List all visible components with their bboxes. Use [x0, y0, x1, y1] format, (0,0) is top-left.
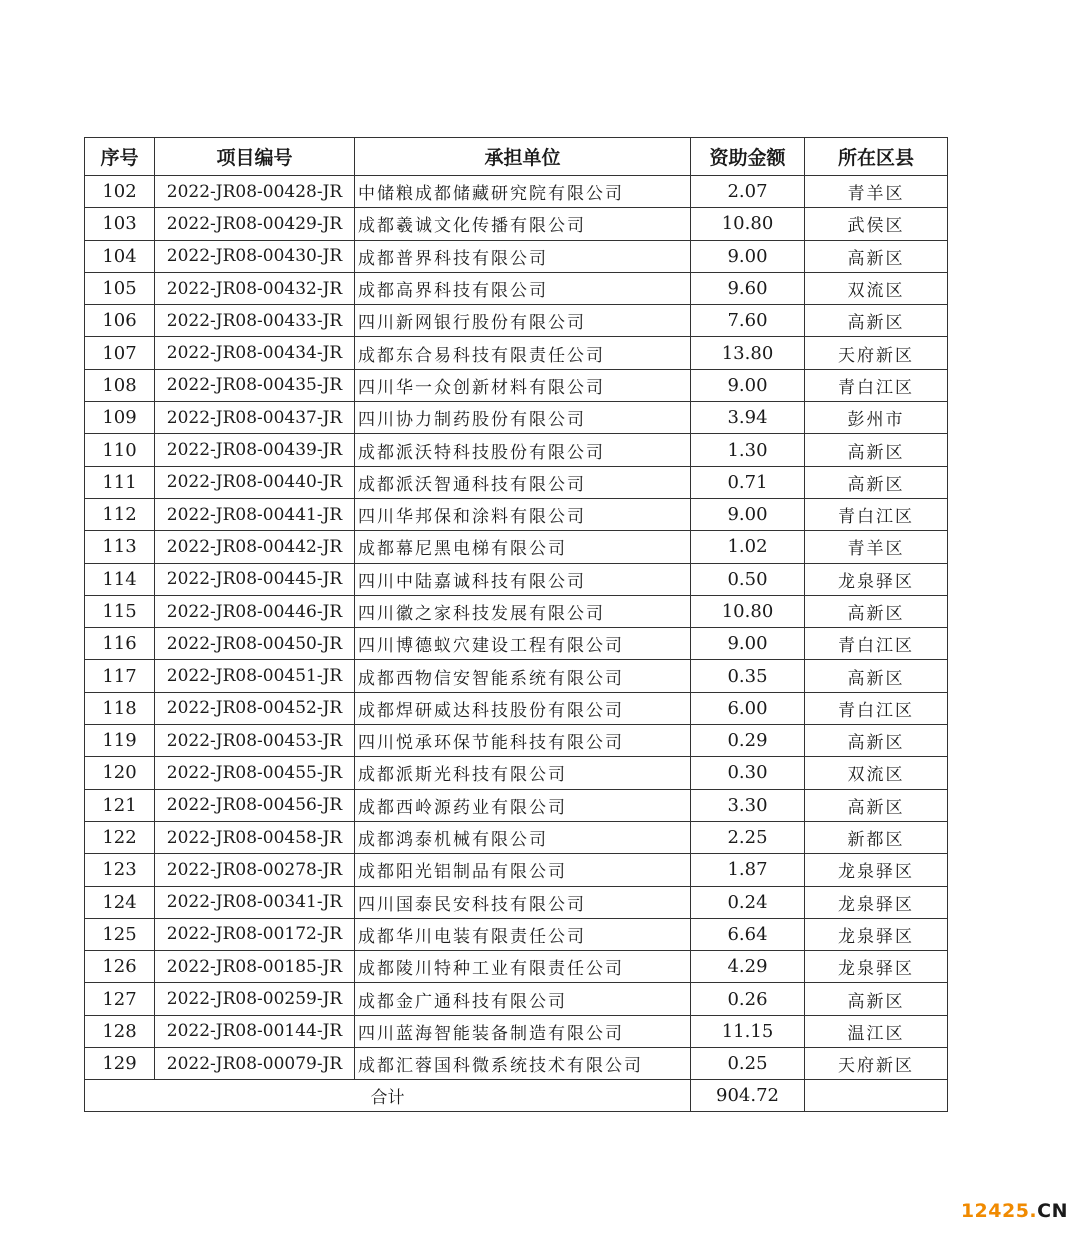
cell-serial: 124 — [85, 886, 155, 918]
cell-serial: 109 — [85, 402, 155, 434]
cell-serial: 129 — [85, 1048, 155, 1080]
cell-district: 青羊区 — [805, 176, 948, 208]
cell-district: 龙泉驿区 — [805, 563, 948, 595]
cell-district: 青白江区 — [805, 692, 948, 724]
cell-funding-amount: 7.60 — [691, 305, 805, 337]
table-row — [85, 725, 948, 757]
cell-project-code: 2022-JR08-00440-JR — [155, 466, 355, 498]
cell-project-code: 2022-JR08-00433-JR — [155, 305, 355, 337]
cell-undertaking-unit: 成都羲诚文化传播有限公司 — [355, 208, 691, 240]
cell-undertaking-unit: 中储粮成都储藏研究院有限公司 — [355, 176, 691, 208]
table-row — [85, 176, 948, 208]
cell-undertaking-unit: 成都焊研威达科技股份有限公司 — [355, 692, 691, 724]
cell-undertaking-unit: 成都普界科技有限公司 — [355, 240, 691, 272]
cell-funding-amount: 0.35 — [691, 660, 805, 692]
cell-undertaking-unit: 四川悦承环保节能科技有限公司 — [355, 725, 691, 757]
table-row — [85, 595, 948, 627]
cell-serial: 104 — [85, 240, 155, 272]
table-row — [85, 434, 948, 466]
cell-serial: 112 — [85, 498, 155, 530]
cell-serial: 123 — [85, 854, 155, 886]
cell-funding-amount: 4.29 — [691, 951, 805, 983]
cell-project-code: 2022-JR08-00432-JR — [155, 272, 355, 304]
cell-district: 高新区 — [805, 660, 948, 692]
table-row — [85, 628, 948, 660]
cell-funding-amount: 6.00 — [691, 692, 805, 724]
total-row — [85, 1080, 948, 1112]
cell-funding-amount: 2.07 — [691, 176, 805, 208]
cell-district: 高新区 — [805, 434, 948, 466]
cell-undertaking-unit: 四川华邦保和涂料有限公司 — [355, 498, 691, 530]
cell-district: 高新区 — [805, 305, 948, 337]
cell-district: 龙泉驿区 — [805, 886, 948, 918]
cell-funding-amount: 9.00 — [691, 369, 805, 401]
cell-district: 高新区 — [805, 983, 948, 1015]
cell-serial: 108 — [85, 369, 155, 401]
cell-project-code: 2022-JR08-00434-JR — [155, 337, 355, 369]
cell-funding-amount: 0.71 — [691, 466, 805, 498]
cell-project-code: 2022-JR08-00430-JR — [155, 240, 355, 272]
cell-serial: 114 — [85, 563, 155, 595]
cell-serial: 118 — [85, 692, 155, 724]
cell-serial: 117 — [85, 660, 155, 692]
table-row — [85, 498, 948, 530]
cell-project-code: 2022-JR08-00446-JR — [155, 595, 355, 627]
cell-funding-amount: 9.00 — [691, 628, 805, 660]
cell-undertaking-unit: 成都派斯光科技有限公司 — [355, 757, 691, 789]
cell-undertaking-unit: 成都汇蓉国科微系统技术有限公司 — [355, 1048, 691, 1080]
cell-project-code: 2022-JR08-00452-JR — [155, 692, 355, 724]
cell-district: 青白江区 — [805, 498, 948, 530]
cell-funding-amount: 9.60 — [691, 272, 805, 304]
cell-funding-amount: 0.26 — [691, 983, 805, 1015]
table-row — [85, 272, 948, 304]
cell-undertaking-unit: 成都东合易科技有限责任公司 — [355, 337, 691, 369]
table-row — [85, 757, 948, 789]
cell-project-code: 2022-JR08-00441-JR — [155, 498, 355, 530]
cell-funding-amount: 0.24 — [691, 886, 805, 918]
cell-district: 龙泉驿区 — [805, 918, 948, 950]
cell-serial: 103 — [85, 208, 155, 240]
cell-district: 新都区 — [805, 821, 948, 853]
cell-district: 武侯区 — [805, 208, 948, 240]
total-value: 904.72 — [691, 1080, 805, 1112]
cell-project-code: 2022-JR08-00341-JR — [155, 886, 355, 918]
table-row — [85, 208, 948, 240]
header-district: 所在区县 — [805, 138, 948, 176]
total-label: 合计 — [85, 1080, 691, 1112]
table-row — [85, 563, 948, 595]
cell-serial: 125 — [85, 918, 155, 950]
cell-funding-amount: 1.30 — [691, 434, 805, 466]
cell-funding-amount: 10.80 — [691, 208, 805, 240]
cell-funding-amount: 1.87 — [691, 854, 805, 886]
watermark-tld: CN — [1037, 1200, 1068, 1222]
table-body — [85, 176, 948, 1080]
cell-serial: 105 — [85, 272, 155, 304]
table-row — [85, 983, 948, 1015]
cell-district: 高新区 — [805, 789, 948, 821]
cell-undertaking-unit: 成都高界科技有限公司 — [355, 272, 691, 304]
cell-serial: 115 — [85, 595, 155, 627]
funding-table — [84, 137, 948, 1112]
table-row — [85, 854, 948, 886]
cell-serial: 120 — [85, 757, 155, 789]
cell-undertaking-unit: 成都派沃智通科技有限公司 — [355, 466, 691, 498]
cell-project-code: 2022-JR08-00172-JR — [155, 918, 355, 950]
cell-funding-amount: 0.50 — [691, 563, 805, 595]
table-row — [85, 1048, 948, 1080]
table-row — [85, 918, 948, 950]
table-row — [85, 1015, 948, 1047]
cell-serial: 122 — [85, 821, 155, 853]
cell-project-code: 2022-JR08-00439-JR — [155, 434, 355, 466]
cell-district: 龙泉驿区 — [805, 854, 948, 886]
cell-serial: 102 — [85, 176, 155, 208]
cell-undertaking-unit: 成都幕尼黑电梯有限公司 — [355, 531, 691, 563]
cell-undertaking-unit: 四川新网银行股份有限公司 — [355, 305, 691, 337]
cell-funding-amount: 11.15 — [691, 1015, 805, 1047]
cell-district: 龙泉驿区 — [805, 951, 948, 983]
header-undertaking-unit: 承担单位 — [355, 138, 691, 176]
table-row — [85, 951, 948, 983]
cell-project-code: 2022-JR08-00445-JR — [155, 563, 355, 595]
cell-serial: 107 — [85, 337, 155, 369]
cell-project-code: 2022-JR08-00442-JR — [155, 531, 355, 563]
cell-undertaking-unit: 四川徽之家科技发展有限公司 — [355, 595, 691, 627]
cell-district: 青白江区 — [805, 628, 948, 660]
table-row — [85, 305, 948, 337]
cell-serial: 127 — [85, 983, 155, 1015]
cell-undertaking-unit: 成都鸿泰机械有限公司 — [355, 821, 691, 853]
cell-project-code: 2022-JR08-00451-JR — [155, 660, 355, 692]
cell-funding-amount: 0.25 — [691, 1048, 805, 1080]
table-row — [85, 402, 948, 434]
cell-project-code: 2022-JR08-00458-JR — [155, 821, 355, 853]
cell-district: 高新区 — [805, 725, 948, 757]
cell-serial: 110 — [85, 434, 155, 466]
cell-undertaking-unit: 成都陵川特种工业有限责任公司 — [355, 951, 691, 983]
total-empty-cell — [805, 1080, 948, 1112]
cell-serial: 111 — [85, 466, 155, 498]
header-serial: 序号 — [85, 138, 155, 176]
cell-funding-amount: 9.00 — [691, 498, 805, 530]
cell-district: 高新区 — [805, 240, 948, 272]
table-row — [85, 821, 948, 853]
cell-district: 双流区 — [805, 757, 948, 789]
cell-undertaking-unit: 成都金广通科技有限公司 — [355, 983, 691, 1015]
watermark-dot: . — [1029, 1200, 1038, 1222]
cell-project-code: 2022-JR08-00429-JR — [155, 208, 355, 240]
table-row — [85, 240, 948, 272]
header-funding-amount: 资助金额 — [691, 138, 805, 176]
cell-undertaking-unit: 四川中陆嘉诚科技有限公司 — [355, 563, 691, 595]
cell-serial: 116 — [85, 628, 155, 660]
cell-serial: 128 — [85, 1015, 155, 1047]
table-row — [85, 692, 948, 724]
watermark-number: 12425 — [960, 1200, 1030, 1222]
cell-serial: 106 — [85, 305, 155, 337]
table-row — [85, 886, 948, 918]
cell-funding-amount: 1.02 — [691, 531, 805, 563]
cell-funding-amount: 6.64 — [691, 918, 805, 950]
cell-project-code: 2022-JR08-00456-JR — [155, 789, 355, 821]
cell-funding-amount: 0.29 — [691, 725, 805, 757]
cell-project-code: 2022-JR08-00437-JR — [155, 402, 355, 434]
cell-funding-amount: 3.30 — [691, 789, 805, 821]
cell-project-code: 2022-JR08-00435-JR — [155, 369, 355, 401]
cell-project-code: 2022-JR08-00079-JR — [155, 1048, 355, 1080]
cell-project-code: 2022-JR08-00278-JR — [155, 854, 355, 886]
table-row — [85, 369, 948, 401]
cell-serial: 119 — [85, 725, 155, 757]
cell-district: 青羊区 — [805, 531, 948, 563]
cell-serial: 113 — [85, 531, 155, 563]
cell-undertaking-unit: 四川华一众创新材料有限公司 — [355, 369, 691, 401]
cell-funding-amount: 13.80 — [691, 337, 805, 369]
cell-funding-amount: 2.25 — [691, 821, 805, 853]
cell-district: 天府新区 — [805, 1048, 948, 1080]
cell-district: 彭州市 — [805, 402, 948, 434]
cell-serial: 121 — [85, 789, 155, 821]
table-row — [85, 660, 948, 692]
cell-funding-amount: 10.80 — [691, 595, 805, 627]
cell-project-code: 2022-JR08-00450-JR — [155, 628, 355, 660]
cell-project-code: 2022-JR08-00455-JR — [155, 757, 355, 789]
cell-undertaking-unit: 成都派沃特科技股份有限公司 — [355, 434, 691, 466]
table-row — [85, 466, 948, 498]
cell-funding-amount: 9.00 — [691, 240, 805, 272]
cell-project-code: 2022-JR08-00144-JR — [155, 1015, 355, 1047]
cell-district: 温江区 — [805, 1015, 948, 1047]
cell-project-code: 2022-JR08-00185-JR — [155, 951, 355, 983]
cell-undertaking-unit: 四川蓝海智能装备制造有限公司 — [355, 1015, 691, 1047]
site-watermark — [961, 1200, 1068, 1222]
cell-project-code: 2022-JR08-00259-JR — [155, 983, 355, 1015]
cell-district: 天府新区 — [805, 337, 948, 369]
table-header-row — [85, 138, 948, 176]
cell-district: 高新区 — [805, 595, 948, 627]
cell-undertaking-unit: 四川协力制药股份有限公司 — [355, 402, 691, 434]
cell-district: 双流区 — [805, 272, 948, 304]
cell-undertaking-unit: 四川国泰民安科技有限公司 — [355, 886, 691, 918]
cell-serial: 126 — [85, 951, 155, 983]
cell-undertaking-unit: 成都西岭源药业有限公司 — [355, 789, 691, 821]
cell-funding-amount: 3.94 — [691, 402, 805, 434]
cell-project-code: 2022-JR08-00453-JR — [155, 725, 355, 757]
table-row — [85, 789, 948, 821]
cell-undertaking-unit: 成都阳光铝制品有限公司 — [355, 854, 691, 886]
cell-district: 青白江区 — [805, 369, 948, 401]
cell-undertaking-unit: 成都西物信安智能系统有限公司 — [355, 660, 691, 692]
table-row — [85, 337, 948, 369]
cell-undertaking-unit: 四川博德蚁穴建设工程有限公司 — [355, 628, 691, 660]
cell-district: 高新区 — [805, 466, 948, 498]
header-project-code: 项目编号 — [155, 138, 355, 176]
cell-funding-amount: 0.30 — [691, 757, 805, 789]
cell-undertaking-unit: 成都华川电装有限责任公司 — [355, 918, 691, 950]
table-row — [85, 531, 948, 563]
cell-project-code: 2022-JR08-00428-JR — [155, 176, 355, 208]
